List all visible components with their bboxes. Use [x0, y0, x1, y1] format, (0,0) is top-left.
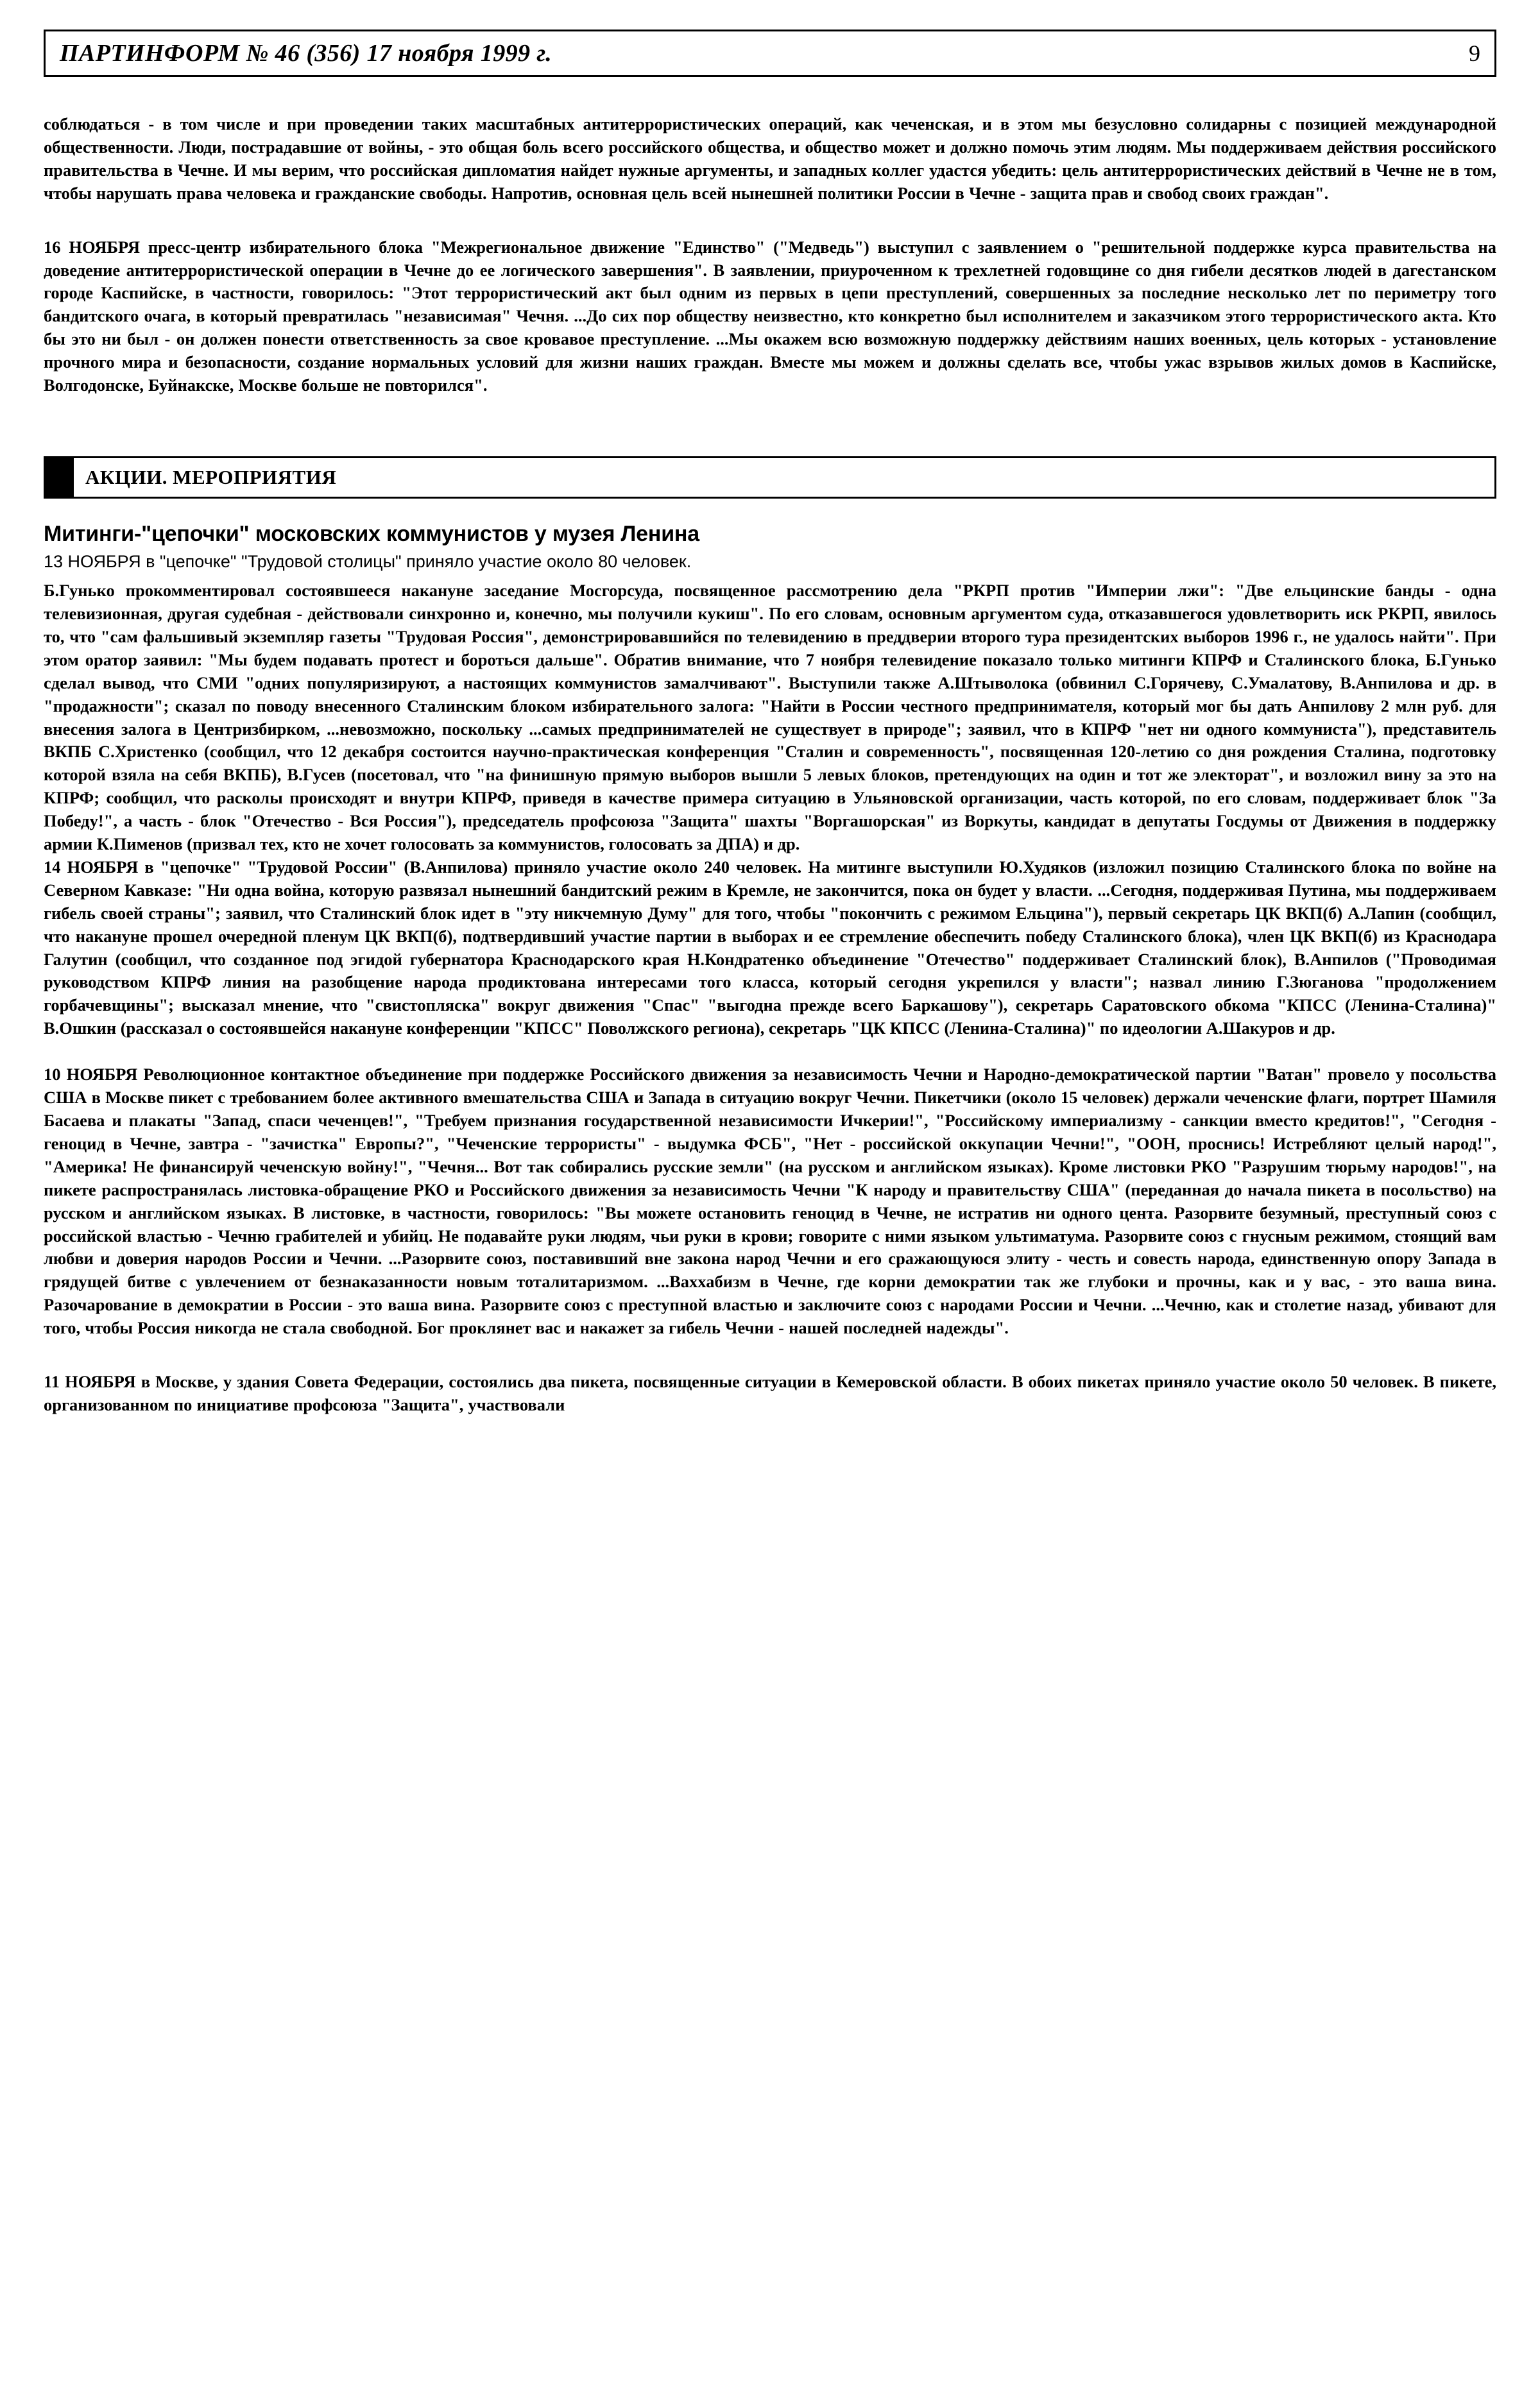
page-header — [44, 30, 1496, 77]
spacer — [44, 1040, 1496, 1063]
banner-swatch — [46, 458, 74, 497]
paragraph-nov14: 14 НОЯБРЯ в "цепочке" "Трудовой России" (В.Анпилова) приняло участие около 240 человек. На митинге выступили Ю.Худяков (изложил позицию Сталинского блока по войне на Северном Кавказе: "Ни одна война, которую развязал нынешний бандитский режим в Кремле, не закончится, пока он будет у власти. ...Сегодня, поддерживая Путина, мы поддерживаем гибель своей страны"; заявил, что Сталинский блок идет в "эту никчемную Думу" для того, чтобы "покончить с режимом Ельцина"), первый секретарь ЦК ВКП(б) А.Лапин (сообщил, что накануне прошел очередной пленум ЦК ВКП(б), подтвердивший участие партии в выборах и ее стремление обеспечить победу Сталинского блока), член ЦК ВКП(б) из Краснодара Галутин (сообщил, что созданное под эгидой губернатора Краснодарского края Н.Кондратенко объединение "Отечество" поддерживает Сталинский блок), В.Анпилов ("Проводимая руководством КПРФ линия на разобщение народа продиктована интересами того класса, который сегодня укрепился у власти"; назвал линию Г.Зюганова "продолжением горбачевщины"; высказал мнение, что "свистопляска" вокруг движения "Спас" "выгодна прежде всего Баркашову"), секретарь Саратовского обкома "КПСС (Ленина-Сталина)" В.Ошкин (рассказал о состоявшейся накануне конференции "КПСС" Поволжского региона), секретарь "ЦК КПСС (Ленина-Сталина)" по идеологии А.Шакуров и др. — [44, 857, 1496, 1038]
paragraph-gunko: Б.Гунько прокомментировал состоявшееся накануне заседание Мосгорсуда, посвященное рассмотрению дела "РКРП против "Империи лжи": "Две ельцинские банды - одна телевизионная, другая судебная - действовали синхронно и, конечно, мы получили кукиш". По его словам, основным аргументом суда, отказавшегося удовлетворить иск РКРП, явилось то, что "сам фальшивый экземпляр газеты "Трудовая Россия", демонстрировавшийся по телевидению в преддверии второго тура президентских выборов 1996 г., не удалось найти". При этом оратор заявил: "Мы будем подавать протест и бороться дальше". Обратив внимание, что 7 ноября телевидение показало только митинги КПРФ и Сталинского блока, Б.Гунько сделал вывод, что СМИ "одних популяризируют, а настоящих коммунистов замалчивают". Выступили также А.Штыволока (обвинил С.Горячеву, С.Умалатову, В.Анпилова и др. в "продажности"; сказал по поводу внесенного Сталинским блоком избирательного залога: "Найти в России честного предпринимателя, который мог бы дать Анпилову 2 млн руб. для внесения залога в Центризбирком, ...невозможно, поскольку ...самых предпринимателей не существует в природе"; заявил, что в КПРФ "нет ни одного коммуниста"), представитель ВКПБ С.Христенко (сообщил, что 12 декабря состоится научно-практическая конференция "Сталин и современность", посвященная 120-летию со дня рождения Сталина, подготовку которой взяла на себя ВКПБ), В.Гусев (посетовал, что "на финишную прямую выборов вышли 5 левых блоков, претендующих на один и тот же электорат", и возложил вину за это на КПРФ; сообщил, что расколы происходят и внутри КПРФ, приведя в качестве примера ситуацию в Ульяновской организации, часть которой, по его словам, поддерживает блок "За Победу!", а часть - блок "Отечество - Вся Россия"), председатель профсоюза "Защита" шахты "Воргашорская" из Воркуты, кандидат в депутаты Госдумы от Движения в поддержку армии К.Пименов (призвал тех, кто не хочет голосовать за коммунистов, голосовать за ДПА) и др. — [44, 581, 1496, 854]
paragraph-nov10: 10 НОЯБРЯ Революционное контактное объединение при поддержке Российского движения за независимость Чечни и Народно-демократической партии "Ватан" провело у посольства США в Москве пикет с требованием более активного вмешательства США и Запада в ситуацию вокруг Чечни. Пикетчики (около 15 человек) держали чеченские флаги, портрет Шамиля Басаева и плакаты "Запад, спаси чеченцев!", "Требуем признания государственной независимости Ичкерии!", "Российскому империализму - санкции вместо кредитов!", "Сегодня - геноцид в Чечне, завтра - "зачистка" Европы?", "Чеченские террористы" - выдумка ФСБ", "Нет - российской оккупации Чечни!", "ООН, проснись! Истребляют целый народ!", "Америка! Не финансируй чеченскую войну!", "Чечня... Вот так собирались русские земли" (на русском и английском языках). Кроме листовки РКО "Разрушим тюрьму народов!", на пикете распространялась листовка-обращение РКО и Российского движения за независимость Чечни "К народу и правительству США" (переданная до начала пикета в посольство) на русском и английском языках. В листовке, в частности, говорилось: "Вы можете остановить геноцид в Чечне, не истратив ни одного цента. Разорвите безумный, преступный союз с российской властью - Чечню грабителей и убийц. Не подавайте руки людям, чьи руки в крови; говорите с ними языком ультиматума. Разорвите союз с гнусным режимом, стоящий вам любви и доверия народов России и Чечни. ...Разорвите союз, поставивший вне закона народ Чечни и его сражающуюся элиту - честь и совесть народа, единственную опору Запада в грядущей битве с увлечением от безнаказанности новым тоталитаризмом. ...Ваххабизм в Чечне, где корни демократии так же глубоки и прочны, как и у вас, - это ваша вина. Разочарование в демократии в России - это ваша вина. Разорвите союз с преступной властью и заключите союз с народами России и Чечни. ...Чечню, как и столетие назад, убивают для того, чтобы Россия никогда не стала свободной. Бог проклянет вас и накажет за гибель Чечни - нашей последней надежды". — [44, 1065, 1496, 1338]
paragraph-unity-statement: 16 НОЯБРЯ пресс-центр избирательного блока "Межрегиональное движение "Единство" ("Медведь") выступил с заявлением о "решительной поддержке курса правительства на доведение антитеррористической операции в Чечне до ее логического завершения". В заявлении, приуроченном к трехлетней годовщине со дня гибели десятков людей в дагестанском городе Каспийске, в частности, говорилось: "Этот террористический акт был одним из первых в цепи преступлений, совершенных за последние несколько лет по периметру того бандитского очага, в который превратилась "независимая" Чечня. ...До сих пор обществу неизвестно, кто конкретно был исполнителем и заказчиком этого террористического акта. Кто бы это ни был - он должен понести ответственность за свое кровавое преступление. ...Мы окажем всю возможную поддержку действиям наших военных, цель которых - установление прочного мира и безопасности, создание нормальных условий для жизни наших граждан. Вместе мы можем и должны сделать все, чтобы ужас взрывов жилых домов в Каспийске, Волгодонске, Буйнакске, Москве больше не повторился". — [44, 237, 1496, 395]
spacer — [44, 222, 1496, 236]
paragraph-continuation: соблюдаться - в том числе и при проведении таких масштабных антитеррористических операций, как чеченская, и в этом мы безусловно солидарны с позицией международной общественности. Люди, пострадавшие от войны, - это общая боль всего российского общества, и общество может и должно помочь этим людям. Мы поддерживаем действия российского правительства в Чечне. И мы верим, что российская дипломатия найдет нужные аргументы, и западных коллег удастся убедить: цель антитеррористических действий в Чечне не в том, чтобы нарушать права человека и гражданские свободы. Напротив, основная цель всей нынешней политики России в Чечне - защита прав и свобод своих граждан". — [44, 114, 1496, 203]
paragraph-nov11: 11 НОЯБРЯ в Москве, у здания Совета Федерации, состоялись два пикета, посвященные ситуации в Кемеровской области. В обоих пикетах приняло участие около 50 человек. В пикете, организованном по инициативе профсоюза "Защита", участвовали — [44, 1372, 1496, 1414]
section-banner — [44, 456, 1496, 499]
article-lead: 13 НОЯБРЯ в "цепочке" "Трудовой столицы" приняло участие около 80 человек. — [44, 551, 692, 571]
spacer — [44, 414, 1496, 437]
spacer — [44, 1357, 1496, 1371]
article-title: Митинги-"цепочки" московских коммунистов у музея Ленина — [44, 521, 699, 546]
publication-title: ПАРТИНФОРМ № 46 (356) 17 ноября 1999 г. — [60, 40, 552, 67]
section-heading: АКЦИИ. МЕРОПРИЯТИЯ — [85, 465, 337, 488]
page-number: 9 — [1469, 40, 1480, 66]
